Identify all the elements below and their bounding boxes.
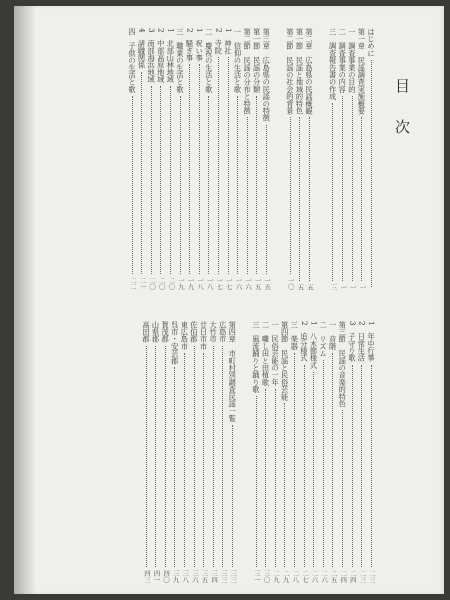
toc-page-number: 一六 (244, 277, 253, 290)
toc-entry (285, 28, 295, 290)
toc-entry (270, 321, 280, 583)
toc-entry (309, 321, 319, 583)
toc-entry (357, 28, 367, 290)
toc-entry (228, 321, 238, 583)
dot-leader (361, 117, 362, 280)
toc-page-number: 一五 (253, 277, 262, 290)
toc-entry (214, 28, 224, 290)
toc-entry-label: 東広島市 (180, 321, 190, 350)
toc-entry (304, 28, 314, 290)
toc-entry (233, 28, 243, 290)
page-gutter-shadow (14, 6, 36, 594)
toc-entry (299, 321, 309, 583)
toc-page-number: 二〇 (148, 277, 157, 290)
toc-page-number: 五 (296, 283, 305, 290)
dot-leader (309, 117, 310, 280)
toc-entry-label: 二 リズム (319, 321, 329, 357)
toc-page-number: 二六 (310, 570, 319, 583)
dot-leader (371, 60, 372, 287)
toc-entry (251, 321, 261, 583)
toc-page-number: 二六 (320, 570, 329, 583)
dot-leader (332, 103, 333, 281)
toc-page-number: 一五 (263, 277, 272, 290)
toc-page-number: 一九 (176, 277, 185, 290)
dot-leader (299, 117, 300, 280)
dot-leader (265, 389, 266, 567)
toc-page-number: 三三 (229, 570, 238, 583)
toc-entry (141, 321, 151, 583)
toc-page-number: 三五 (200, 570, 209, 583)
dot-leader (256, 96, 257, 274)
toc-entry (199, 321, 209, 583)
toc-entry-label: 高田郡 (141, 321, 151, 343)
dot-leader (132, 96, 133, 274)
toc-entry-label: 二 慶祝の生活と歌 (204, 28, 214, 93)
dot-leader (232, 425, 233, 567)
toc-entry-label: 山県郡 (151, 321, 161, 343)
toc-lower-block (141, 321, 376, 583)
dot-leader (151, 86, 152, 274)
toc-page-number: 二八 (291, 570, 300, 583)
toc-entry (209, 321, 219, 583)
toc-entry (237, 321, 251, 583)
dot-leader (266, 125, 267, 275)
toc-entry (170, 321, 180, 583)
toc-entry (338, 28, 348, 290)
dot-leader (313, 372, 314, 567)
toc-page-number: 二七 (300, 570, 309, 583)
toc-entry-label: 大竹市 (209, 321, 219, 343)
toc-entry-label: 3 南部海浜地域 (147, 28, 157, 83)
toc-page-number: 四〇 (162, 570, 171, 583)
dot-leader (228, 57, 229, 274)
dot-leader (189, 64, 190, 274)
toc-entry (295, 28, 305, 290)
dot-leader (371, 365, 372, 568)
dot-leader (180, 96, 181, 274)
dot-leader (284, 403, 285, 567)
toc-page-number: 二四 (348, 570, 357, 583)
toc-entry-label: 一 信仰の生活と歌 (233, 28, 243, 93)
toc-entry-label: 1 北部山林地域 (166, 28, 176, 83)
toc-entry-label: 第一節 民謡の分類 (252, 28, 262, 93)
toc-entry-label: 第四章 市町村別調査民謡一覧 (228, 321, 238, 422)
toc-entry-label: 3 子守り歌 (347, 321, 357, 362)
dot-leader (332, 353, 333, 567)
toc-page-number: 三八 (181, 570, 190, 583)
toc-entry (262, 28, 272, 290)
toc-entry (357, 321, 367, 583)
toc-entry (314, 28, 328, 290)
toc-entry-label: 第四節 民謡と民俗芸能 (280, 321, 290, 401)
toc-entry (223, 28, 233, 290)
toc-entry-label: 佐伯郡 (189, 321, 199, 343)
toc-entry-label: 一 民俗芸能の一年 (271, 321, 281, 386)
toc-entry-label: 第二章 広島県の民謡概観 (305, 28, 315, 115)
dot-leader (174, 367, 175, 567)
toc-entry (127, 28, 137, 290)
toc-entry-label: 一 音階 (328, 321, 338, 350)
toc-entry-label: 2 騒ぎ事 (185, 28, 195, 62)
toc-page-number: 一八 (196, 277, 205, 290)
toc-page-number: 一六 (234, 277, 243, 290)
dot-leader (342, 96, 343, 281)
toc-page-number: 三九 (171, 570, 180, 583)
toc-entry (318, 321, 328, 583)
toc-title: 目次 (393, 78, 411, 160)
toc-page-number: 二九 (281, 570, 290, 583)
toc-entry-label: 1 八木節様式 (309, 321, 319, 369)
toc-upper-block (127, 28, 376, 290)
dot-leader (290, 117, 291, 274)
toc-entry (366, 28, 376, 290)
dot-leader (160, 86, 161, 274)
toc-entry-label: 第二節 民謡の社会的背景 (285, 28, 295, 115)
toc-entry-label: 1 年中行事 (367, 321, 376, 362)
toc-page-number: 二〇 (157, 277, 166, 290)
dot-leader (165, 346, 166, 568)
toc-page-number: 一 (339, 283, 348, 290)
dot-leader (213, 346, 214, 568)
toc-entry-label: 第一節 民謡と地域的特色 (295, 28, 305, 115)
toc-entry-label: 賀茂郡 (161, 321, 171, 343)
toc-entry (271, 28, 285, 290)
toc-page-number: 一七 (224, 277, 233, 290)
toc-entry (242, 28, 252, 290)
dot-leader (141, 72, 142, 275)
toc-page-number: 二三 (358, 570, 367, 583)
dot-leader (237, 96, 238, 274)
dot-leader (256, 396, 257, 567)
toc-entry-label: 三 風流踊りと踊り歌 (251, 321, 261, 393)
dot-leader (323, 360, 324, 567)
toc-page-number: 二五 (329, 570, 338, 583)
toc-page-number: 二〇 (167, 277, 176, 290)
dot-leader (342, 410, 343, 567)
toc-entry (204, 28, 214, 290)
toc-page-number: 三一 (252, 570, 261, 583)
toc-page-number: 二四 (339, 570, 348, 583)
toc-page-number: 二九 (272, 570, 281, 583)
dot-leader (170, 86, 171, 274)
dot-leader (184, 353, 185, 567)
toc-entry (280, 321, 290, 583)
toc-entry (252, 28, 262, 290)
toc-entry (156, 28, 166, 290)
toc-page-number: 二三 (368, 570, 376, 583)
toc-entry-label: 二 囃し田と田植歌 (261, 321, 271, 386)
toc-entry-label: 2 寺院 (214, 28, 224, 55)
toc-entry-label: 2 日常生活 (357, 321, 367, 362)
toc-entry (151, 321, 161, 583)
toc-entry (185, 28, 195, 290)
dot-leader (304, 365, 305, 568)
toc-entry (189, 321, 199, 583)
toc-entry-label: 1 祝い事 (195, 28, 205, 62)
toc-entry (166, 28, 176, 290)
toc-entry-label: 広島市 (218, 321, 228, 343)
toc-page-number: 一七 (215, 277, 224, 290)
toc-entry (175, 28, 185, 290)
toc-entry-label: 2 追分様式 (299, 321, 309, 362)
dot-leader (294, 353, 295, 567)
toc-entry-label: 4 諸職関係 (137, 28, 147, 69)
toc-page-number: 三 (329, 283, 338, 290)
toc-entry-label: 第三節 民謡の音楽的特色 (338, 321, 348, 408)
toc-entry-label: 四 子供の生活と歌 (127, 28, 137, 93)
toc-entry (147, 28, 157, 290)
toc-entry (366, 321, 376, 583)
toc-entry-label: 一 調査事業の目的 (347, 28, 357, 93)
toc-entry-label: 第三章 広島県の民謡の特徴 (262, 28, 272, 122)
toc-page-number: 三四 (210, 570, 219, 583)
dot-leader (203, 353, 204, 567)
toc-page-number: 二一 (138, 277, 147, 290)
toc-entry (338, 321, 348, 583)
toc-entry-label: 第二節 民謡の分布と特徴 (243, 28, 253, 115)
toc-entry-label: 廿日市市 (199, 321, 209, 350)
book-page (14, 6, 444, 594)
toc-page-number: 三〇 (262, 570, 271, 583)
toc-page-number: 五 (306, 283, 315, 290)
toc-entry-label: 三 調査報告書の作成 (328, 28, 338, 100)
toc-entry-label: 三 楽器 (290, 321, 300, 350)
toc-entry (347, 28, 357, 290)
dot-leader (247, 117, 248, 274)
toc-page-number: 三三 (219, 570, 228, 583)
dot-leader (208, 96, 209, 274)
toc-page-number: 三六 (190, 570, 199, 583)
dot-leader (222, 346, 223, 568)
toc-entry (261, 321, 271, 583)
toc-entry-label: 2 中部高原地域 (156, 28, 166, 83)
toc-page-number: 二二 (128, 277, 137, 290)
toc-entry-label: 呉市・安芸郡 (170, 321, 180, 365)
toc-entry (290, 321, 300, 583)
toc-entry-label: 二 調査事業の内容 (338, 28, 348, 93)
toc-entry (328, 321, 338, 583)
dot-leader (155, 346, 156, 568)
toc-page-number: 一 (358, 283, 367, 290)
toc-entry (137, 28, 147, 290)
toc-entry (180, 321, 190, 583)
dot-leader (194, 346, 195, 568)
dot-leader (275, 389, 276, 567)
toc-entry-label: はじめに (367, 28, 376, 57)
dot-leader (146, 346, 147, 568)
toc-entry (328, 28, 338, 290)
toc-page-number: 一〇 (286, 277, 295, 290)
toc-page-number: 一九 (186, 277, 195, 290)
toc-entry (195, 28, 205, 290)
toc-page-number: 一 (348, 283, 357, 290)
dot-leader (199, 64, 200, 274)
toc-entry (218, 321, 228, 583)
toc-page-number: 四一 (152, 570, 161, 583)
dot-leader (218, 57, 219, 274)
toc-entry (161, 321, 171, 583)
dot-leader (352, 365, 353, 568)
toc-entry (347, 321, 357, 583)
dot-leader (352, 96, 353, 281)
dot-leader (361, 365, 362, 568)
toc-page-number: 一八 (205, 277, 214, 290)
toc-entry-label: 三 職業の生活と歌 (175, 28, 185, 93)
toc-page-number: 四三 (142, 570, 151, 583)
toc-entry-label: 1 神社 (223, 28, 233, 55)
toc-entry-label: 第一章 民謡調査実施概要 (357, 28, 367, 115)
